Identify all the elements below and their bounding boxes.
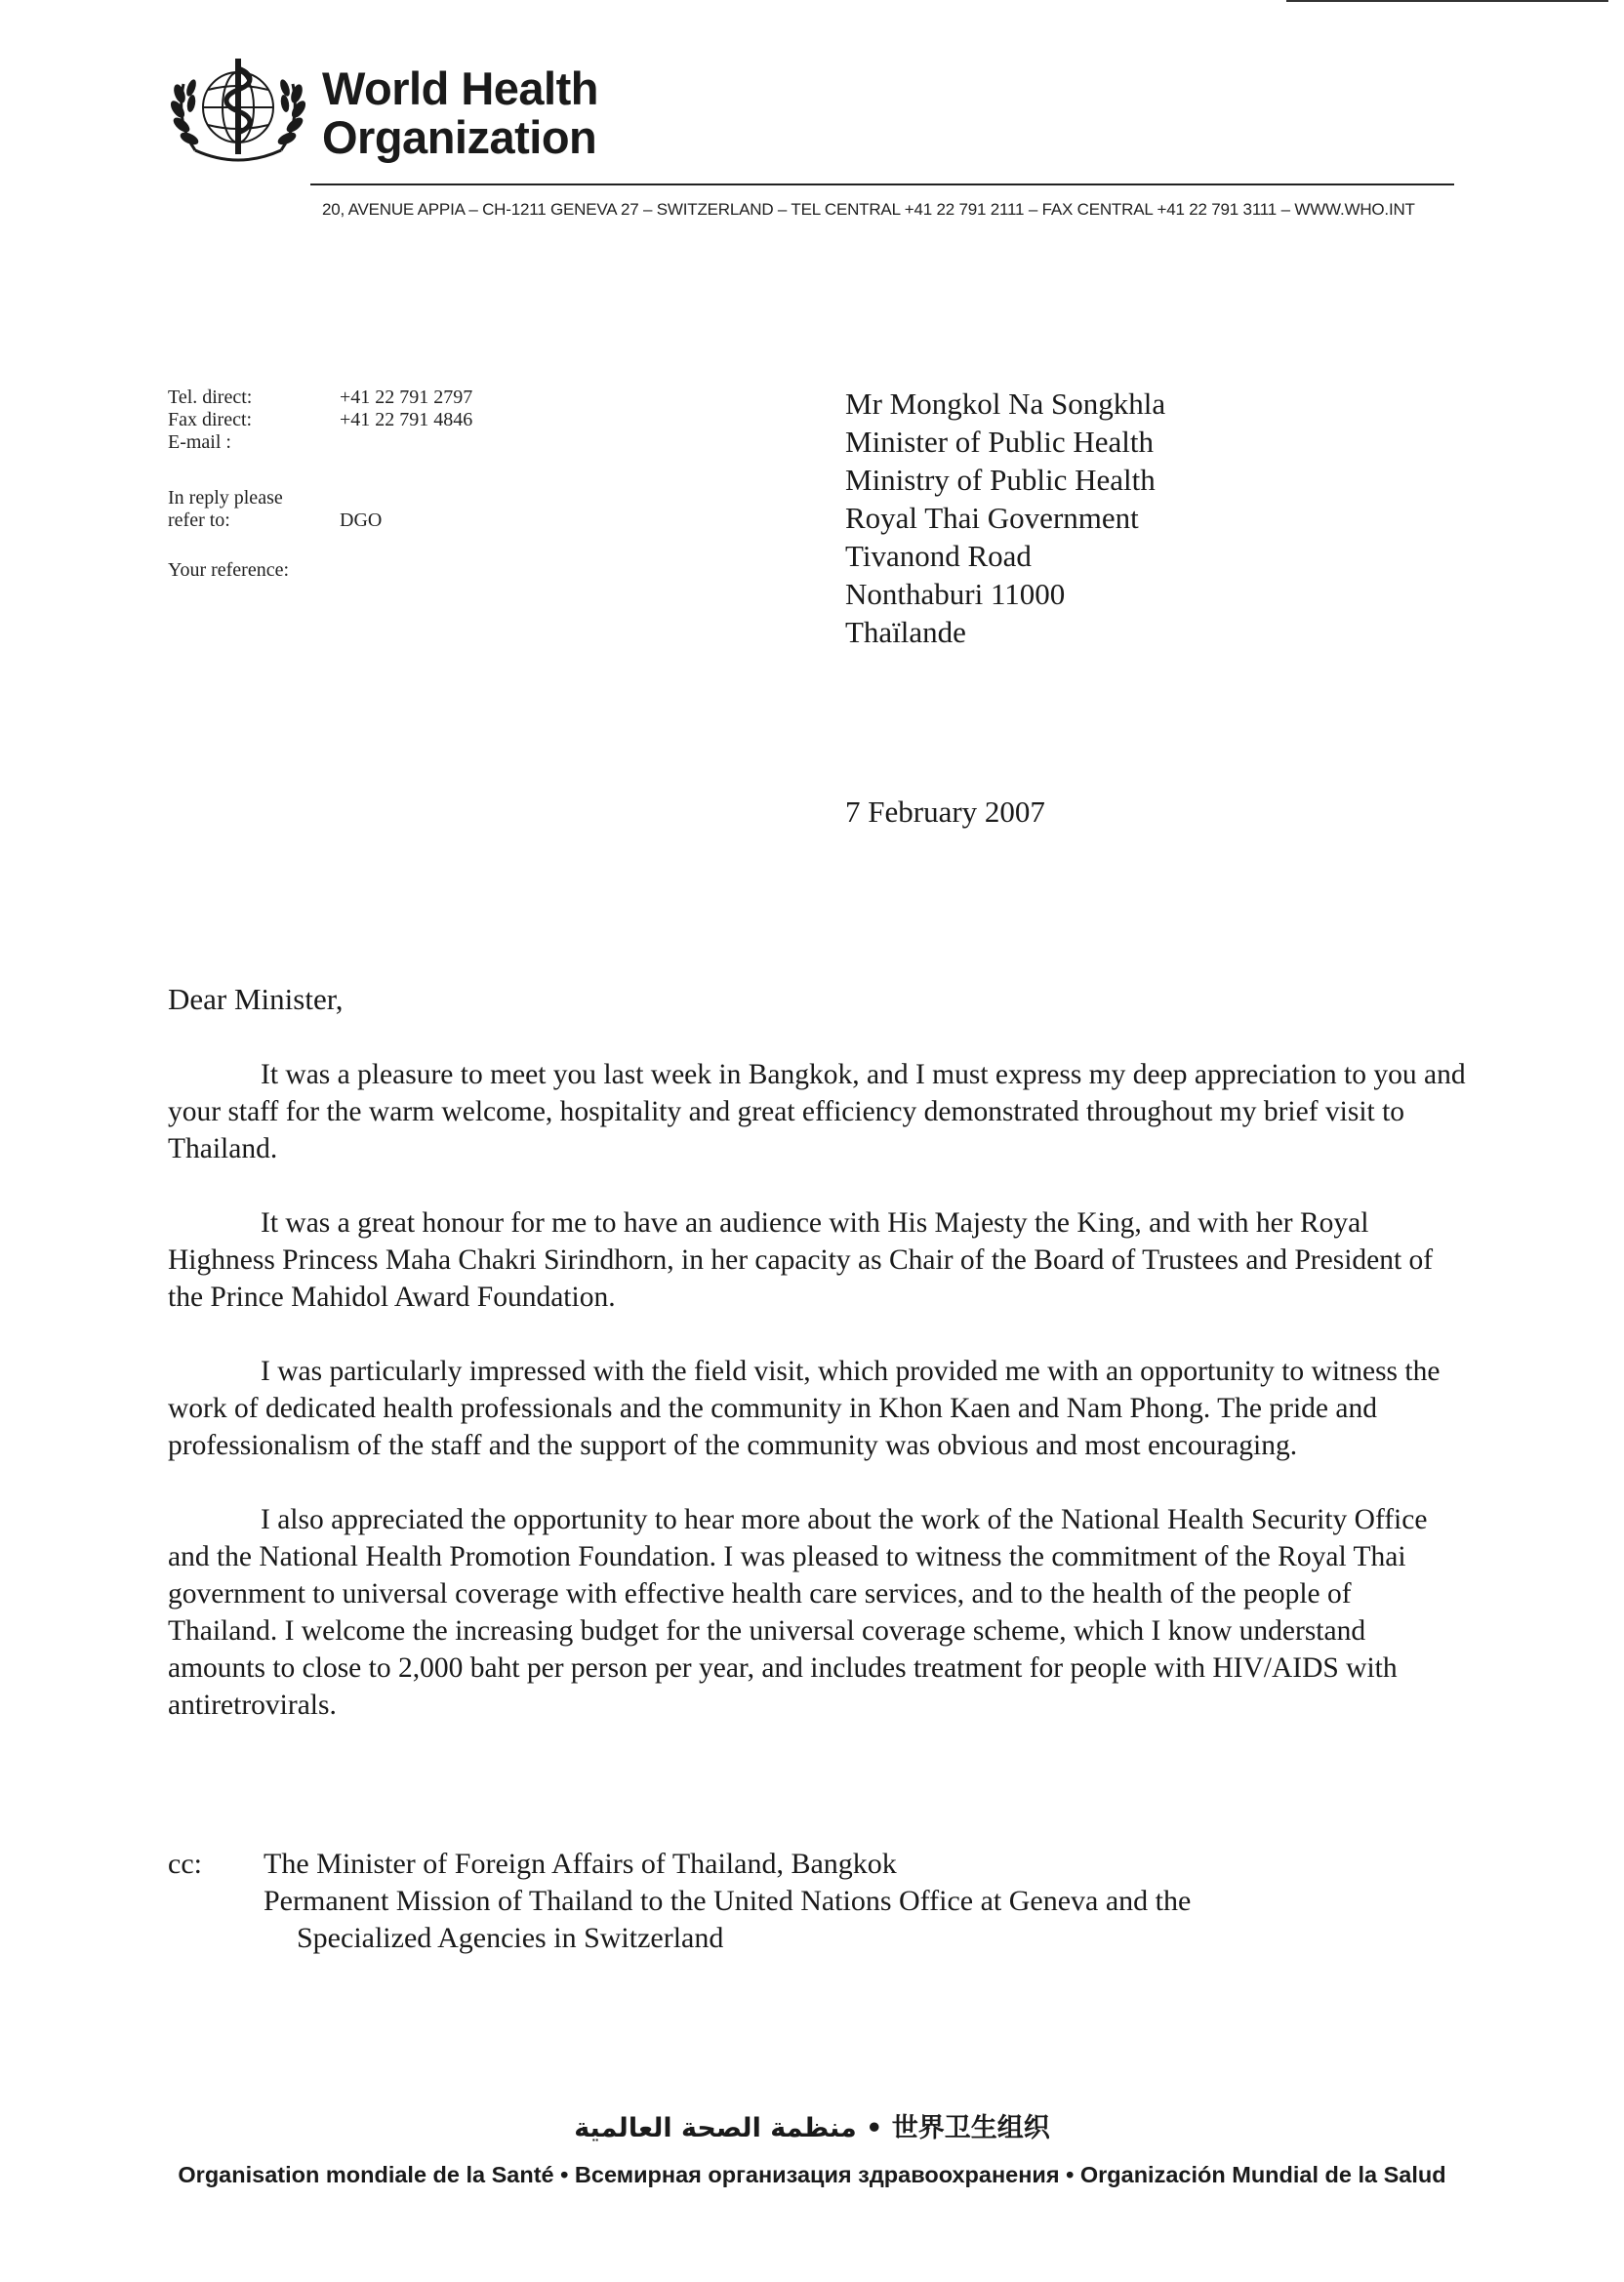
- who-emblem-logo: [156, 45, 320, 182]
- fax-label: Fax direct:: [168, 409, 253, 430]
- recipient-line: Nonthaburi 11000: [845, 577, 1066, 611]
- footer-multilingual-names: Organisation mondiale de la Santé • Всемирная организация здравоохранения • Organización Mundial de la Salud: [178, 2162, 1446, 2187]
- reply-row-1: [168, 487, 472, 509]
- recipient-line: Thaïlande: [845, 615, 966, 649]
- cc-label: cc:: [168, 1848, 202, 1880]
- body-paragraph-1: It was a pleasure to meet you last week in Bangkok, and I must express my deep appreciation to you and your staff for the warm welcome, hospitality and great efficiency demonstrated throughout my brief visit to Thailand.: [168, 1059, 1466, 1164]
- reply-label-2: refer to:: [168, 509, 230, 531]
- cc-recipient-continued: Specialized Agencies in Switzerland: [297, 1922, 724, 1954]
- body-paragraph-2: It was a great honour for me to have an audience with His Majesty the King, and with her Royal Highness Princess Maha Chakri Sirindhorn, in her capacity as Chair of the Board of Trustees and President of the Prince Mahidol Award Foundation.: [168, 1207, 1434, 1313]
- reply-label-1: In reply please: [168, 487, 283, 509]
- email-label: E-mail :: [168, 431, 231, 453]
- letterhead-address: 20, AVENUE APPIA – CH-1211 GENEVA 27 – SWITZERLAND – TEL CENTRAL +41 22 791 2111 – FAX CENTRAL +41 22 791 3111 – WWW.WHO.INT: [322, 200, 1415, 219]
- org-name-line-1: World Health: [322, 62, 598, 114]
- your-reference-label: Your reference:: [168, 559, 290, 581]
- cc-recipient: The Minister of Foreign Affairs of Thailand, Bangkok: [264, 1848, 897, 1880]
- org-name-line-2: Organization: [322, 111, 597, 163]
- email-row: [168, 431, 472, 454]
- tel-row: [168, 387, 472, 409]
- fax-value: +41 22 791 4846: [340, 409, 473, 430]
- recipient-line: Minister of Public Health: [845, 425, 1154, 459]
- letter-date: 7 February 2007: [845, 795, 1045, 829]
- letter-body: [168, 1056, 1466, 1761]
- header-divider: [310, 183, 1454, 185]
- fax-row: [168, 409, 472, 431]
- salutation: Dear Minister,: [168, 982, 344, 1016]
- recipient-line: Tivanond Road: [845, 539, 1032, 573]
- tel-value: +41 22 791 2797: [340, 387, 473, 408]
- recipient-line: Royal Thai Government: [845, 501, 1139, 535]
- reply-row-2: [168, 509, 472, 532]
- recipient-line: Ministry of Public Health: [845, 463, 1156, 497]
- recipient-line: Mr Mongkol Na Songkhla: [845, 387, 1166, 421]
- tel-label: Tel. direct:: [168, 387, 253, 408]
- organization-name: [322, 64, 598, 162]
- reply-value: DGO: [340, 509, 383, 531]
- footer-arabic-chinese-names: منظمة الصحة العالمية • 世界卫生组织: [574, 2113, 1050, 2143]
- recipient-address: [845, 385, 1165, 651]
- body-paragraph-3: I was particularly impressed with the field visit, which provided me with an opportunity to witness the work of dedicated health professionals and the community in Khon Kaen and Nam Phong. The pride and professionalism of the staff and the support of the community was obvious and most encouraging.: [168, 1356, 1441, 1461]
- body-paragraph-4: I also appreciated the opportunity to hear more about the work of the National Health Security Office and the National Health Promotion Foundation. I was pleased to witness the commitment of the Royal Thai government to universal coverage with effective health care services, and to the health of the people of Thailand. I welcome the increasing budget for the universal coverage scheme, which I know understand amounts to close to 2,000 baht per person per year, and includes treatment for people with HIV/AIDS with antiretrovirals.: [168, 1504, 1428, 1721]
- cc-block: [168, 1846, 1191, 1957]
- scan-edge-line: [1286, 0, 1608, 2]
- contact-reference-block: [168, 387, 472, 582]
- your-reference-row: [168, 559, 472, 582]
- cc-recipient: Permanent Mission of Thailand to the United Nations Office at Geneva and the: [264, 1885, 1192, 1917]
